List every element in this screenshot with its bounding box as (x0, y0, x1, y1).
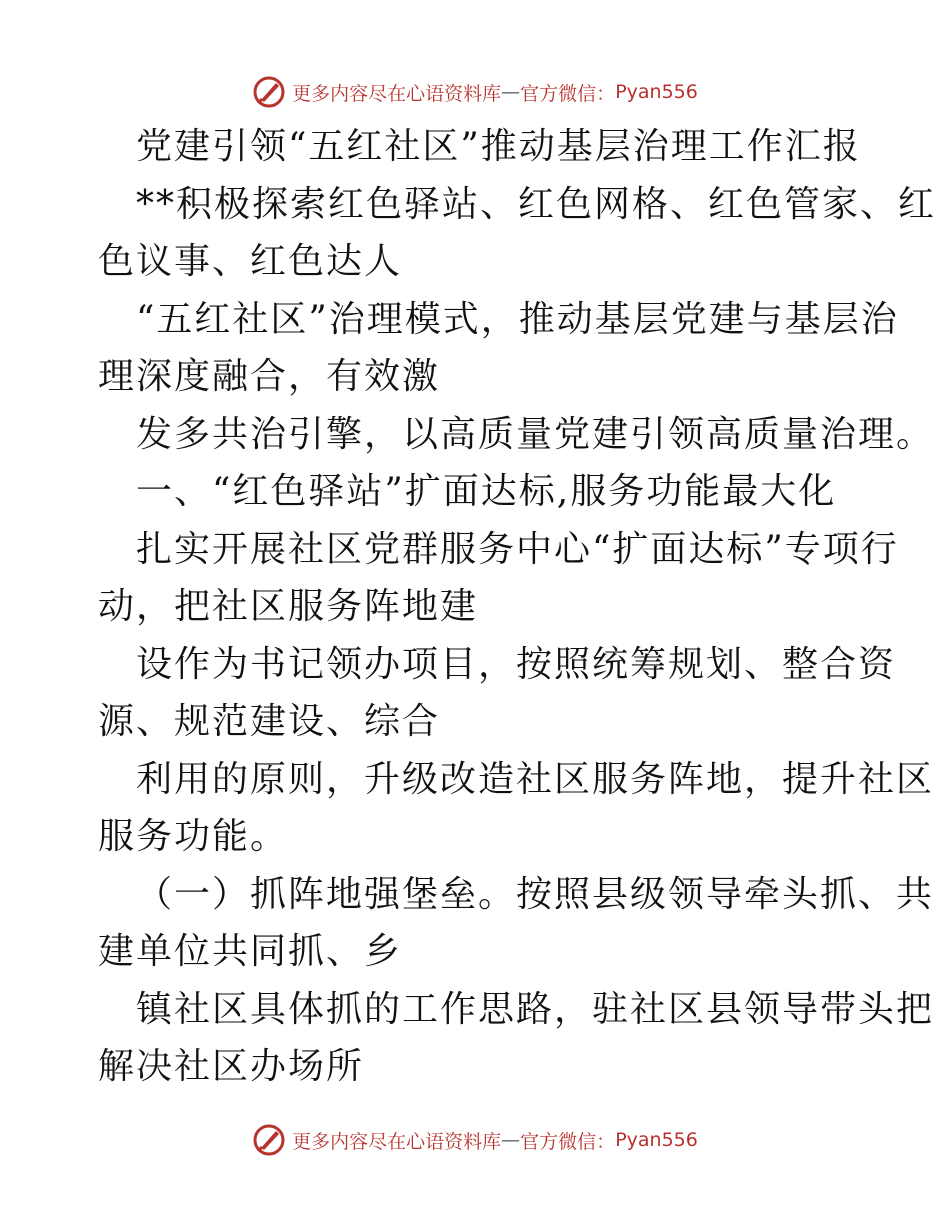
paragraph-line: 动，把社区服务阵地建 (98, 586, 479, 627)
paragraph-line: 源、规范建设、综合 (98, 701, 441, 742)
quill-circle-icon (252, 75, 286, 109)
document-body (98, 118, 937, 1096)
paragraph-line: 镇社区具体抓的工作思路，驻社区县领导带头把 (136, 988, 935, 1030)
paragraph-line: 服务功能。 (98, 816, 289, 857)
header-watermark (0, 72, 950, 112)
paragraph-line: 建单位共同抓、乡 (98, 931, 403, 972)
watermark-separator: — (501, 1129, 521, 1151)
watermark-wechat-label: 官方微信： (520, 82, 616, 105)
watermark-text: 更多内容尽在心语资料库 (292, 1130, 502, 1153)
paragraph-line: **积极探索红色驿站、红色网格、红色管家、红 (136, 183, 937, 225)
document-title: 党建引领“五红社区”推动基层治理工作汇报 (136, 126, 861, 167)
watermark-wechat-id: Pyan556 (615, 1129, 698, 1151)
watermark-text: 更多内容尽在心语资料库 (292, 82, 502, 105)
paragraph-line: 设作为书记领办项目，按照统筹规划、整合资 (136, 643, 897, 685)
watermark-wechat-id: Pyan556 (615, 81, 698, 103)
section-heading: 一、“红色驿站”扩面达标,服务功能最大化 (136, 471, 837, 512)
watermark-separator: — (501, 81, 521, 103)
paragraph-line: 色议事、红色达人 (98, 241, 403, 282)
paragraph-line: 扎实开展社区党群服务中心“扩面达标”专项行 (136, 528, 899, 570)
paragraph-line: 利用的原则，升级改造社区服务阵地，提升社区 (136, 758, 935, 800)
subsection-heading: （一）抓阵地强堡垒。按照县级领导牵头抓、共 (136, 873, 935, 915)
watermark-wechat-label: 官方微信： (520, 1130, 616, 1153)
quill-circle-icon (252, 1123, 286, 1157)
paragraph-line: 发多共治引擎，以高质量党建引领高质量治理。 (136, 413, 935, 455)
paragraph-line: 解决社区办场所 (98, 1046, 365, 1087)
paragraph-line: “五红社区”治理模式，推动基层党建与基层治 (136, 298, 899, 340)
footer-watermark (0, 1120, 950, 1160)
paragraph-line: 理深度融合，有效激 (98, 356, 441, 397)
